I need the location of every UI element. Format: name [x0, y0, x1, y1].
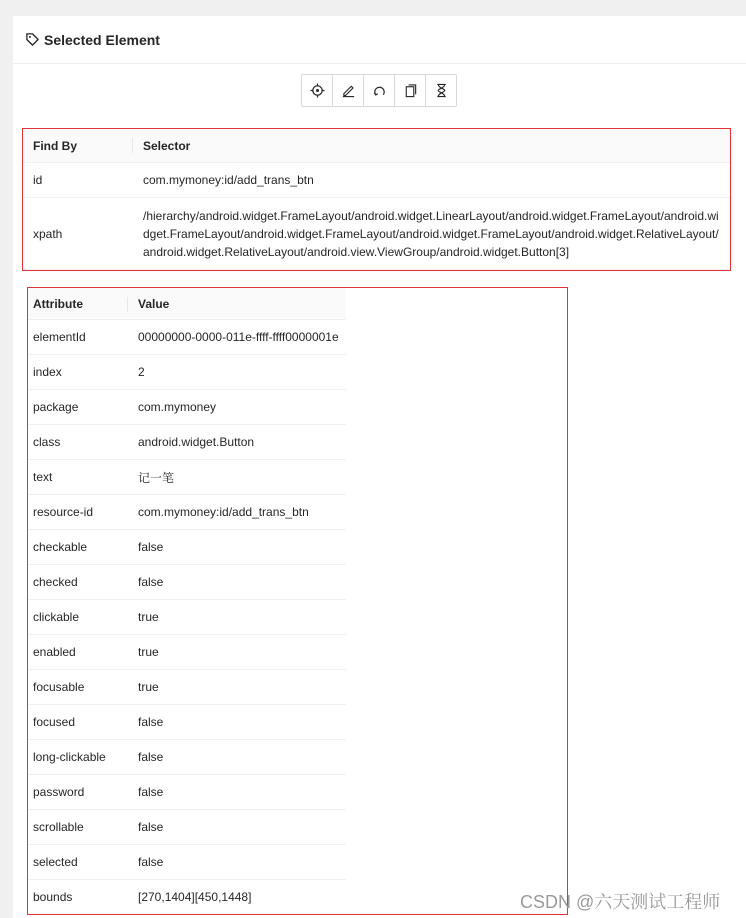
attribute-row[interactable]	[28, 565, 346, 600]
attribute-value-cell: 00000000-0000-011e-ffff-ffff0000001e	[128, 320, 346, 355]
attribute-value-cell: false	[128, 810, 346, 845]
selector-cell: /hierarchy/android.widget.FrameLayout/android.widget.LinearLayout/android.widget.FrameLayout/android.widget.FrameLayout/android.widget.FrameLayout/android.widget.FrameLayout/android.widget.RelativeLayout/android.widget.RelativeLayout/android.view.ViewGroup/android.widget.Button[3]	[133, 198, 730, 270]
selector-row[interactable]	[23, 163, 730, 198]
attribute-value-cell: [270,1404][450,1448]	[128, 880, 346, 915]
tag-icon	[25, 32, 40, 47]
attribute-row[interactable]	[28, 495, 346, 530]
attribute-value-cell: true	[128, 635, 346, 670]
attribute-row[interactable]	[28, 740, 346, 775]
attribute-row[interactable]	[28, 355, 346, 390]
attribute-row[interactable]	[28, 775, 346, 810]
attribute-value-cell: false	[128, 845, 346, 880]
attribute-row[interactable]	[28, 810, 346, 845]
attribute-name-cell: package	[28, 390, 128, 425]
panel-title: Selected Element	[44, 31, 160, 48]
attribute-value-cell: false	[128, 530, 346, 565]
attribute-row[interactable]	[28, 600, 346, 635]
attribute-name-cell: focusable	[28, 670, 128, 705]
attribute-name-cell: index	[28, 355, 128, 390]
copy-icon	[403, 83, 418, 98]
attribute-row[interactable]	[28, 390, 346, 425]
element-action-toolbar	[301, 74, 457, 107]
tap-element-button[interactable]	[302, 75, 333, 106]
attribute-name-cell: text	[28, 460, 128, 495]
attribute-name-cell: elementId	[28, 320, 128, 355]
hourglass-icon	[434, 83, 449, 98]
attribute-value-cell: 记一笔	[128, 460, 346, 495]
attribute-row[interactable]	[28, 880, 346, 915]
attribute-name-cell: scrollable	[28, 810, 128, 845]
send-keys-button[interactable]	[333, 75, 364, 106]
clear-button[interactable]	[364, 75, 395, 106]
selector-table-header	[23, 129, 730, 163]
find-by-cell: id	[23, 163, 133, 198]
find-by-header: Find By	[23, 129, 133, 163]
attribute-value-cell: false	[128, 740, 346, 775]
refresh-icon	[372, 83, 387, 98]
attribute-row[interactable]	[28, 845, 346, 880]
attribute-name-cell: clickable	[28, 600, 128, 635]
attribute-name-cell: checked	[28, 565, 128, 600]
attribute-value-cell: false	[128, 705, 346, 740]
attribute-value-cell: true	[128, 670, 346, 705]
attribute-table-highlight	[27, 287, 568, 915]
attribute-value-cell: true	[128, 600, 346, 635]
selected-element-panel	[13, 16, 746, 918]
find-by-cell: xpath	[23, 198, 133, 270]
attribute-header: Attribute	[28, 288, 128, 320]
attribute-row[interactable]	[28, 705, 346, 740]
attribute-row[interactable]	[28, 530, 346, 565]
selector-table	[23, 129, 730, 270]
attribute-value-cell: false	[128, 775, 346, 810]
attribute-name-cell: class	[28, 425, 128, 460]
value-header: Value	[128, 288, 346, 320]
attribute-value-cell: false	[128, 565, 346, 600]
copy-attributes-button[interactable]	[395, 75, 426, 106]
attribute-name-cell: selected	[28, 845, 128, 880]
attribute-table-header	[28, 288, 346, 320]
attribute-name-cell: bounds	[28, 880, 128, 915]
attribute-row[interactable]	[28, 425, 346, 460]
attribute-row[interactable]	[28, 460, 346, 495]
edit-icon	[341, 83, 356, 98]
attribute-value-cell: com.mymoney:id/add_trans_btn	[128, 495, 346, 530]
selector-header: Selector	[133, 129, 730, 163]
selector-row[interactable]	[23, 198, 730, 270]
selector-cell: com.mymoney:id/add_trans_btn	[133, 163, 730, 198]
attribute-name-cell: checkable	[28, 530, 128, 565]
attribute-row[interactable]	[28, 635, 346, 670]
panel-header	[13, 16, 746, 64]
get-timing-button[interactable]	[426, 75, 456, 106]
attribute-name-cell: resource-id	[28, 495, 128, 530]
attribute-value-cell: android.widget.Button	[128, 425, 346, 460]
attribute-row[interactable]	[28, 670, 346, 705]
attribute-value-cell: 2	[128, 355, 346, 390]
watermark: CSDN @六天测试工程师	[520, 892, 721, 912]
crosshair-icon	[310, 83, 325, 98]
attribute-name-cell: long-clickable	[28, 740, 128, 775]
attribute-table-body	[28, 320, 346, 915]
attribute-name-cell: enabled	[28, 635, 128, 670]
attribute-value-cell: com.mymoney	[128, 390, 346, 425]
attribute-row[interactable]	[28, 320, 346, 355]
attribute-table	[28, 288, 346, 915]
attribute-name-cell: focused	[28, 705, 128, 740]
selector-table-highlight	[22, 128, 731, 271]
attribute-name-cell: password	[28, 775, 128, 810]
